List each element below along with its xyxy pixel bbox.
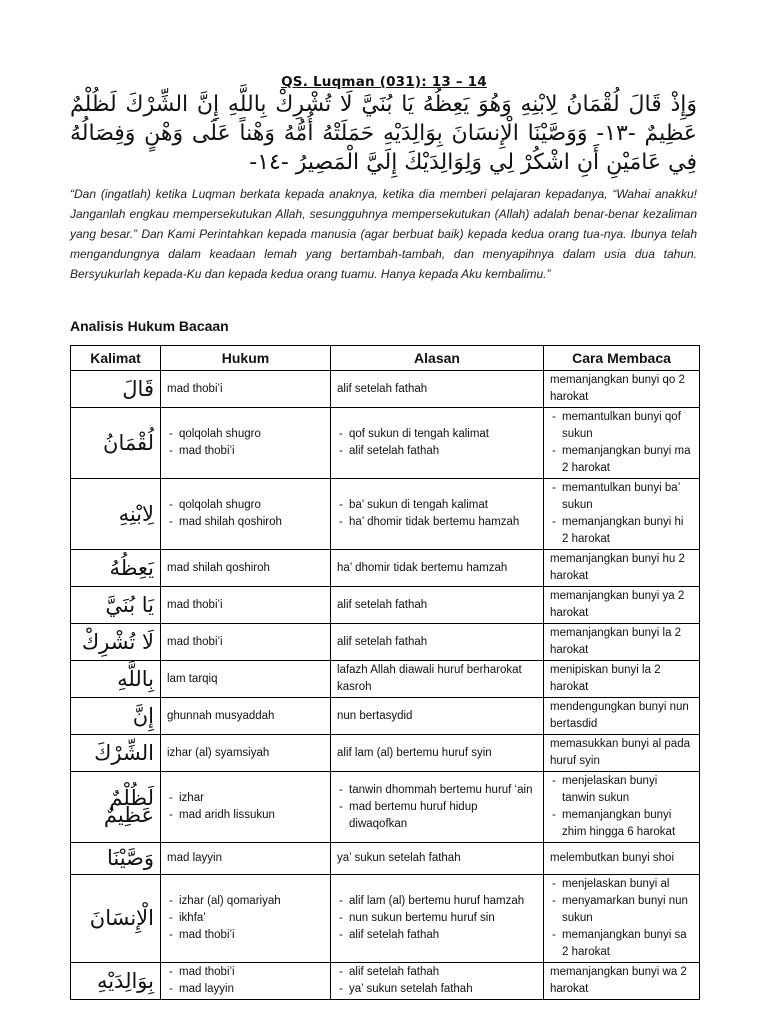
alasan-text: ha’ dhomir tidak bertemu hamzah bbox=[337, 561, 508, 574]
hukum-list-item: - mad thobi’i bbox=[167, 964, 324, 981]
cara-cell bbox=[544, 371, 700, 408]
alasan-text: alif setelah fathah bbox=[337, 635, 428, 648]
table-row bbox=[71, 550, 700, 587]
hukum-cell bbox=[161, 843, 331, 875]
arabic-verse: وَإِذْ قَالَ لُقْمَانُ لِابْنِهِ وَهُوَ يَعِظُهُ يَا بُنَيَّ لَا تُشْرِكْ بِاللَّهِ إِنَّ الشِّرْكَ لَظُلْمٌ عَظِيمٌ -١٣- وَوَصَّيْنَا الْإِنسَانَ بِوَالِدَيْهِ حَمَلَتْهُ أُمُّهُ وَهْناً عَلَى وَهْنٍ وَفِصَالُهُ فِي عَامَيْنِ أَنِ اشْكُرْ لِي وَلِوَالِدَيْكَ إِلَيَّ الْمَصِيرُ -١٤- bbox=[70, 92, 697, 175]
table-body bbox=[71, 371, 700, 1000]
alasan-cell bbox=[331, 772, 544, 843]
cara-cell bbox=[544, 963, 700, 1000]
kalimat-cell: إِنَّ bbox=[71, 698, 161, 735]
hukum-list bbox=[167, 964, 324, 998]
section-heading: Analisis Hukum Bacaan bbox=[70, 318, 229, 334]
hukum-text: mad shilah qoshiroh bbox=[167, 561, 270, 574]
table-header-row bbox=[71, 346, 700, 371]
alasan-cell bbox=[331, 661, 544, 698]
alasan-list-item: - ha’ dhomir tidak bertemu hamzah bbox=[337, 514, 537, 531]
table-row bbox=[71, 735, 700, 772]
table-row bbox=[71, 963, 700, 1000]
cara-text: memanjangkan bunyi qo 2 harokat bbox=[550, 374, 685, 403]
hukum-text: mad thobi’i bbox=[167, 598, 223, 611]
alasan-list bbox=[337, 426, 537, 460]
cara-list-item: - menyamarkan bunyi nun sukun bbox=[550, 893, 693, 927]
cara-cell bbox=[544, 624, 700, 661]
alasan-cell bbox=[331, 624, 544, 661]
cara-text: melembutkan bunyi shoi bbox=[550, 852, 675, 864]
cara-cell bbox=[544, 587, 700, 624]
alasan-list bbox=[337, 497, 537, 531]
cara-cell bbox=[544, 843, 700, 875]
cara-text: memanjangkan bunyi ya 2 harokat bbox=[550, 590, 685, 619]
hukum-cell bbox=[161, 772, 331, 843]
table-row bbox=[71, 698, 700, 735]
alasan-text: ya’ sukun setelah fathah bbox=[337, 852, 461, 864]
alasan-cell bbox=[331, 875, 544, 963]
hukum-bacaan-table bbox=[70, 345, 700, 1000]
header-cara-membaca: Cara Membaca bbox=[544, 346, 700, 371]
cara-list-item: - memantulkan bunyi qof sukun bbox=[550, 409, 693, 443]
cara-cell bbox=[544, 408, 700, 479]
alasan-cell bbox=[331, 735, 544, 772]
cara-text: mendengungkan bunyi nun bertasdid bbox=[550, 701, 689, 730]
header-hukum: Hukum bbox=[161, 346, 331, 371]
hukum-list-item: - qolqolah shugro bbox=[167, 426, 324, 443]
hukum-cell bbox=[161, 479, 331, 550]
alasan-list-item: - mad bertemu huruf hidup diwaqofkan bbox=[337, 799, 537, 833]
cara-cell bbox=[544, 698, 700, 735]
cara-cell bbox=[544, 772, 700, 843]
kalimat-cell: يَعِظُهُ bbox=[71, 550, 161, 587]
hukum-text: mad thobi’i bbox=[167, 635, 223, 648]
cara-cell bbox=[544, 875, 700, 963]
alasan-list-item: - alif lam (al) bertemu huruf hamzah bbox=[337, 893, 537, 910]
cara-list-item: - menjelaskan bunyi al bbox=[550, 876, 693, 893]
hukum-list-item: - izhar (al) qomariyah bbox=[167, 893, 324, 910]
kalimat-cell: الشِّرْكَ bbox=[71, 735, 161, 772]
table-row bbox=[71, 843, 700, 875]
kalimat-cell: لِابْنِهِ bbox=[71, 479, 161, 550]
hukum-text: izhar (al) syamsiyah bbox=[167, 746, 270, 759]
translation-paragraph: “Dan (ingatlah) ketika Luqman berkata kepada anaknya, ketika dia memberi pelajaran kepadanya, “Wahai anakku! Janganlah engkau mempersekutukan Allah, sesungguhnya mempersekutukan (Allah) adalah benar-benar kezaliman yang besar.” Dan Kami Perintahkan kepada manusia (agar berbuat baik) kepada kedua orang tua-nya. Ibunya telah mengandungnya dalam keadaan lemah yang bertambah-tambah, dan menyapihnya dalam usia dua tahun. Bersyukurlah kepada-Ku dan kepada kedua orang tuamu. Hanya kepada Aku kembalimu.” bbox=[70, 187, 697, 281]
cara-cell bbox=[544, 550, 700, 587]
cara-text: memasukkan bunyi al pada huruf syin bbox=[550, 738, 690, 767]
table-row bbox=[71, 772, 700, 843]
table-row bbox=[71, 875, 700, 963]
alasan-cell bbox=[331, 550, 544, 587]
cara-list-item: - memantulkan bunyi ba’ sukun bbox=[550, 480, 693, 514]
hukum-cell bbox=[161, 587, 331, 624]
hukum-list-item: - mad thobi’i bbox=[167, 443, 324, 460]
alasan-list bbox=[337, 782, 537, 833]
cara-text: menipiskan bunyi la 2 harokat bbox=[550, 664, 661, 693]
hukum-cell bbox=[161, 550, 331, 587]
hukum-list bbox=[167, 790, 324, 824]
hukum-cell bbox=[161, 698, 331, 735]
kalimat-cell: بِوَالِدَيْهِ bbox=[71, 963, 161, 1000]
cara-list-item: - menjelaskan bunyi tanwin sukun bbox=[550, 773, 693, 807]
hukum-list bbox=[167, 426, 324, 460]
alasan-list bbox=[337, 964, 537, 998]
cara-cell bbox=[544, 479, 700, 550]
alasan-list-item: - nun sukun bertemu huruf sin bbox=[337, 910, 537, 927]
cara-list bbox=[550, 409, 693, 477]
hukum-text: mad layyin bbox=[167, 852, 222, 864]
table-row bbox=[71, 661, 700, 698]
hukum-cell bbox=[161, 875, 331, 963]
kalimat-cell: قَالَ bbox=[71, 371, 161, 408]
alasan-cell bbox=[331, 371, 544, 408]
kalimat-cell: وَصَّيْنَا bbox=[71, 843, 161, 875]
hukum-cell bbox=[161, 371, 331, 408]
alasan-text: alif setelah fathah bbox=[337, 382, 428, 395]
cara-list bbox=[550, 876, 693, 961]
hukum-text: ghunnah musyaddah bbox=[167, 709, 275, 722]
hukum-text: lam tarqiq bbox=[167, 672, 218, 685]
alasan-list-item: - tanwin dhommah bertemu huruf ‘ain bbox=[337, 782, 537, 799]
cara-text: memanjangkan bunyi hu 2 harokat bbox=[550, 553, 685, 582]
kalimat-cell: بِاللَّهِ bbox=[71, 661, 161, 698]
alasan-list-item: - alif setelah fathah bbox=[337, 443, 537, 460]
hukum-list-item: - mad aridh lissukun bbox=[167, 807, 324, 824]
cara-text: memanjangkan bunyi wa 2 harokat bbox=[550, 966, 687, 995]
alasan-list-item: - ba’ sukun di tengah kalimat bbox=[337, 497, 537, 514]
alasan-text: nun bertasydid bbox=[337, 709, 413, 722]
kalimat-cell: لَظُلْمٌ عَظِيمٌ bbox=[71, 772, 161, 843]
header-alasan: Alasan bbox=[331, 346, 544, 371]
cara-list-item: - memanjangkan bunyi sa 2 harokat bbox=[550, 927, 693, 961]
hukum-cell bbox=[161, 963, 331, 1000]
hukum-cell bbox=[161, 735, 331, 772]
cara-text: memanjangkan bunyi la 2 harokat bbox=[550, 627, 682, 656]
cara-cell bbox=[544, 661, 700, 698]
kalimat-cell: لُقْمَانُ bbox=[71, 408, 161, 479]
hukum-cell bbox=[161, 624, 331, 661]
cara-list-item: - memanjangkan bunyi ma 2 harokat bbox=[550, 443, 693, 477]
kalimat-cell: لَا تُشْرِكْ bbox=[71, 624, 161, 661]
hukum-list-item: - mad thobi’i bbox=[167, 927, 324, 944]
kalimat-cell: الْإِنسَانَ bbox=[71, 875, 161, 963]
alasan-text: alif setelah fathah bbox=[337, 598, 428, 611]
page-title: QS. Luqman (031): 13 – 14 bbox=[281, 74, 487, 90]
hukum-cell bbox=[161, 408, 331, 479]
table-row bbox=[71, 371, 700, 408]
table-row bbox=[71, 408, 700, 479]
alasan-cell bbox=[331, 843, 544, 875]
hukum-list-item: - qolqolah shugro bbox=[167, 497, 324, 514]
alasan-text: alif lam (al) bertemu huruf syin bbox=[337, 746, 492, 759]
alasan-list-item: - alif setelah fathah bbox=[337, 964, 537, 981]
alasan-list bbox=[337, 893, 537, 944]
cara-list-item: - memanjangkan bunyi zhim hingga 6 harokat bbox=[550, 807, 693, 841]
table-row bbox=[71, 479, 700, 550]
hukum-list bbox=[167, 893, 324, 944]
cara-list-item: - memanjangkan bunyi hi 2 harokat bbox=[550, 514, 693, 548]
hukum-list-item: - mad layyin bbox=[167, 981, 324, 998]
hukum-list-item: - ikhfa’ bbox=[167, 910, 324, 927]
table-row bbox=[71, 624, 700, 661]
alasan-text: lafazh Allah diawali huruf berharokat kasroh bbox=[337, 664, 522, 693]
header-kalimat: Kalimat bbox=[71, 346, 161, 371]
alasan-cell bbox=[331, 587, 544, 624]
cara-list bbox=[550, 480, 693, 548]
hukum-text: mad thobi’i bbox=[167, 382, 223, 395]
hukum-list-item: - mad shilah qoshiroh bbox=[167, 514, 324, 531]
cara-cell bbox=[544, 735, 700, 772]
kalimat-cell: يَا بُنَيَّ bbox=[71, 587, 161, 624]
alasan-cell bbox=[331, 698, 544, 735]
hukum-list bbox=[167, 497, 324, 531]
alasan-cell bbox=[331, 479, 544, 550]
alasan-list-item: - alif setelah fathah bbox=[337, 927, 537, 944]
alasan-list-item: - qof sukun di tengah kalimat bbox=[337, 426, 537, 443]
alasan-cell bbox=[331, 408, 544, 479]
alasan-cell bbox=[331, 963, 544, 1000]
alasan-list-item: - ya’ sukun setelah fathah bbox=[337, 981, 537, 998]
hukum-cell bbox=[161, 661, 331, 698]
hukum-list-item: - izhar bbox=[167, 790, 324, 807]
cara-list bbox=[550, 773, 693, 841]
table-row bbox=[71, 587, 700, 624]
